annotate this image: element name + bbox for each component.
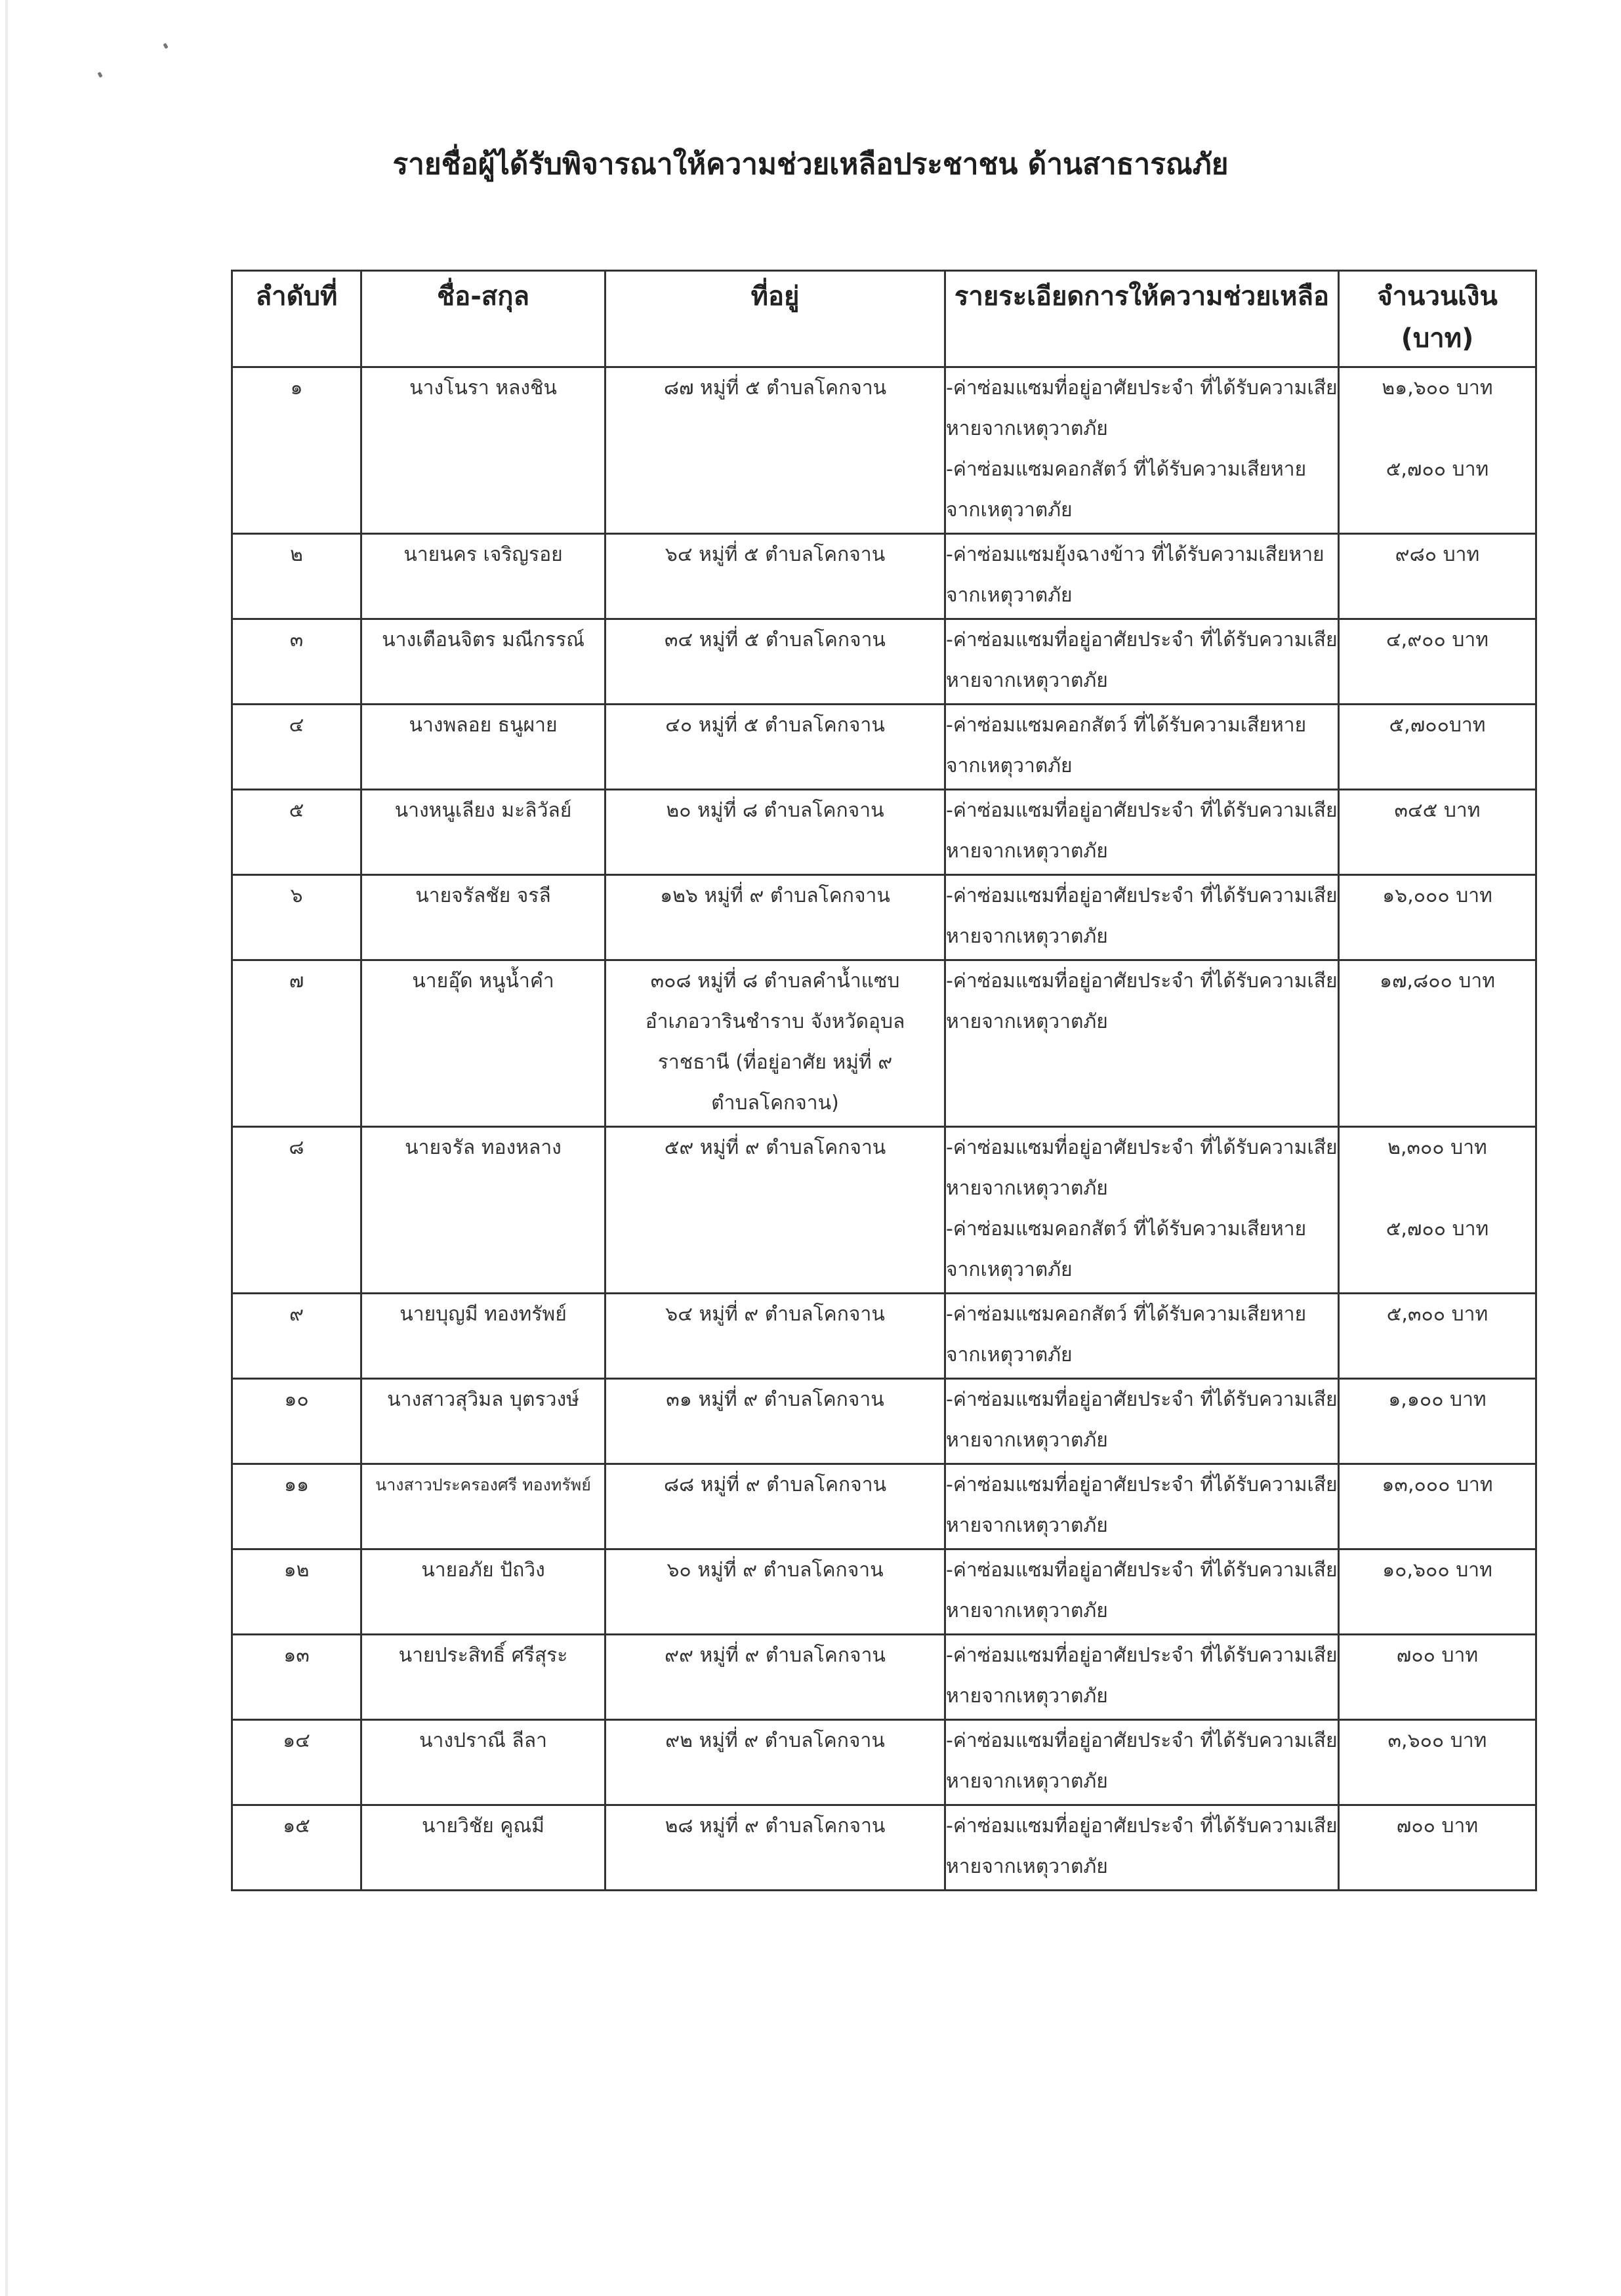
amount-value: ๑๐,๖๐๐ บาท (1382, 1559, 1492, 1582)
scan-speck (163, 43, 168, 49)
row-number: ๔ (232, 705, 361, 790)
header-name: ชื่อ-สกุล (361, 271, 605, 367)
header-address: ที่อยู่ (605, 271, 945, 367)
recipient-name: นางสาวสุวิมล บุตรวงษ์ (361, 1379, 605, 1464)
detail-item: -ค่าซ่อมแซมที่อยู่อาศัยประจำ ที่ได้รับความเสียหายจากเหตุวาตภัย (946, 1473, 1338, 1537)
table-row (232, 1294, 1536, 1379)
detail-item: -ค่าซ่อมแซมที่อยู่อาศัยประจำ ที่ได้รับความเสียหายจากเหตุวาตภัย (946, 884, 1338, 948)
detail-item: -ค่าซ่อมแซมคอกสัตว์ ที่ได้รับความเสียหายจากเหตุวาตภัย (946, 1218, 1307, 1281)
assistance-detail (945, 1720, 1339, 1805)
header-amount (1339, 271, 1536, 367)
table-row (232, 1720, 1536, 1805)
assistance-detail (945, 534, 1339, 619)
detail-item: -ค่าซ่อมแซมที่อยู่อาศัยประจำ ที่ได้รับความเสียหายจากเหตุวาตภัย (946, 1559, 1338, 1622)
address-line: ๒๐ หมู่ที่ ๘ ตำบลโคกจาน (666, 799, 884, 822)
address-line: ๓๐๘ หมู่ที่ ๘ ตำบลคำน้ำแซบ (650, 970, 900, 993)
table-body (232, 367, 1536, 1891)
row-number: ๑๕ (232, 1805, 361, 1891)
recipient-address (605, 1635, 945, 1720)
table-row (232, 367, 1536, 534)
row-number: ๙ (232, 1294, 361, 1379)
address-line: อำเภอวารินชำราบ จังหวัดอุบล (645, 1010, 905, 1033)
recipient-address (605, 1379, 945, 1464)
recipient-name: นางพลอย ธนูผาย (361, 705, 605, 790)
assistance-amount (1339, 1720, 1536, 1805)
detail-item: -ค่าซ่อมแซมที่อยู่อาศัยประจำ ที่ได้รับความเสียหายจากเหตุวาตภัย (946, 1136, 1338, 1200)
assistance-amount (1339, 960, 1536, 1127)
row-number: ๖ (232, 875, 361, 960)
address-line: ๙๒ หมู่ที่ ๙ ตำบลโคกจาน (665, 1729, 885, 1752)
address-line: ๔๐ หมู่ที่ ๕ ตำบลโคกจาน (665, 714, 885, 737)
address-line: ๘๘ หมู่ที่ ๙ ตำบลโคกจาน (663, 1473, 887, 1496)
table-row (232, 1549, 1536, 1635)
table-row (232, 875, 1536, 960)
assistance-detail (945, 367, 1339, 534)
assistance-amount (1339, 790, 1536, 875)
row-number: ๓ (232, 619, 361, 705)
recipient-name: นางปราณี ลีลา (361, 1720, 605, 1805)
row-number: ๑๔ (232, 1720, 361, 1805)
recipient-address (605, 1549, 945, 1635)
row-number: ๘ (232, 1127, 361, 1294)
amount-value: ๒๑,๖๐๐ บาท (1382, 377, 1493, 400)
address-line: ตำบลโคกจาน) (711, 1092, 839, 1115)
address-line: ราชธานี (ที่อยู่อาศัย หมู่ที่ ๙ (657, 1051, 893, 1074)
amount-value: ๑๗,๘๐๐ บาท (1379, 970, 1496, 993)
scan-edge (5, 0, 8, 2296)
table-row (232, 705, 1536, 790)
row-number: ๗ (232, 960, 361, 1127)
address-line: ๒๘ หมู่ที่ ๙ ตำบลโคกจาน (665, 1814, 886, 1837)
recipient-address (605, 705, 945, 790)
amount-value: ๔,๙๐๐ บาท (1385, 628, 1489, 651)
address-line: ๕๙ หมู่ที่ ๙ ตำบลโคกจาน (664, 1136, 886, 1159)
recipient-address (605, 619, 945, 705)
amount-value: ๓๔๕ บาท (1394, 799, 1481, 822)
address-line: ๖๐ หมู่ที่ ๙ ตำบลโคกจาน (667, 1559, 884, 1582)
amount-value: ๕,๗๐๐ บาท (1385, 458, 1489, 481)
recipient-address (605, 1294, 945, 1379)
detail-item: -ค่าซ่อมแซมคอกสัตว์ ที่ได้รับความเสียหายจากเหตุวาตภัย (946, 714, 1307, 777)
assistance-detail (945, 790, 1339, 875)
recipient-address (605, 960, 945, 1127)
detail-item: -ค่าซ่อมแซมที่อยู่อาศัยประจำ ที่ได้รับความเสียหายจากเหตุวาตภัย (946, 1814, 1338, 1878)
address-line: ๓๔ หมู่ที่ ๕ ตำบลโคกจาน (665, 628, 886, 651)
detail-item: -ค่าซ่อมแซมที่อยู่อาศัยประจำ ที่ได้รับความเสียหายจากเหตุวาตภัย (946, 970, 1338, 1033)
address-line: ๓๑ หมู่ที่ ๙ ตำบลโคกจาน (666, 1388, 884, 1411)
assistance-detail (945, 1379, 1339, 1464)
amount-value: ๕,๗๐๐บาท (1389, 714, 1486, 737)
recipient-name: นายประสิทธิ์ ศรีสุระ (361, 1635, 605, 1720)
amount-value: ๑,๑๐๐ บาท (1388, 1388, 1487, 1411)
row-number: ๑๒ (232, 1549, 361, 1635)
recipient-name: นางหนูเลียง มะลิวัลย์ (361, 790, 605, 875)
row-number: ๑๓ (232, 1635, 361, 1720)
amount-value: ๑๖,๐๐๐ บาท (1382, 884, 1492, 907)
recipient-name: นางเตือนจิตร มณีกรรณ์ (361, 619, 605, 705)
detail-item: -ค่าซ่อมแซมที่อยู่อาศัยประจำ ที่ได้รับความเสียหายจากเหตุวาตภัย (946, 377, 1338, 440)
table-header-row (232, 271, 1536, 367)
table-row (232, 1464, 1536, 1549)
assistance-detail (945, 875, 1339, 960)
scan-speck (97, 72, 102, 77)
table-row (232, 1635, 1536, 1720)
recipient-address (605, 367, 945, 534)
amount-value: ๑๓,๐๐๐ บาท (1382, 1473, 1493, 1496)
assistance-detail (945, 1464, 1339, 1549)
recipient-name: นายจรัลชัย จรลี (361, 875, 605, 960)
row-number: ๑๑ (232, 1464, 361, 1549)
assistance-detail (945, 1635, 1339, 1720)
address-line: ๖๔ หมู่ที่ ๙ ตำบลโคกจาน (665, 1303, 885, 1326)
assistance-detail (945, 1294, 1339, 1379)
assistance-amount (1339, 1464, 1536, 1549)
row-number: ๕ (232, 790, 361, 875)
table-row (232, 1805, 1536, 1891)
header-amount-line1: จำนวนเงิน (1377, 281, 1498, 312)
table-row (232, 960, 1536, 1127)
assistance-detail (945, 1127, 1339, 1294)
assistance-detail (945, 705, 1339, 790)
detail-item: -ค่าซ่อมแซมคอกสัตว์ ที่ได้รับความเสียหายจากเหตุวาตภัย (946, 458, 1307, 522)
assistance-detail (945, 1549, 1339, 1635)
detail-item: -ค่าซ่อมแซมที่อยู่อาศัยประจำ ที่ได้รับความเสียหายจากเหตุวาตภัย (946, 1644, 1338, 1708)
assistance-detail (945, 960, 1339, 1127)
assistance-amount (1339, 534, 1536, 619)
recipient-name: นายอภัย ปัถวิง (361, 1549, 605, 1635)
amount-value: ๒,๓๐๐ บาท (1387, 1136, 1487, 1159)
assistance-amount (1339, 1635, 1536, 1720)
detail-item: -ค่าซ่อมแซมที่อยู่อาศัยประจำ ที่ได้รับความเสียหายจากเหตุวาตภัย (946, 628, 1338, 692)
recipient-name: นายอุ๊ด หนูน้ำคำ (361, 960, 605, 1127)
row-number: ๒ (232, 534, 361, 619)
detail-item: -ค่าซ่อมแซมที่อยู่อาศัยประจำ ที่ได้รับความเสียหายจากเหตุวาตภัย (946, 1388, 1338, 1452)
assistance-amount (1339, 1127, 1536, 1294)
amount-value: ๙๘๐ บาท (1395, 543, 1480, 566)
assistance-detail (945, 1805, 1339, 1891)
amount-value: ๗๐๐ บาท (1396, 1644, 1479, 1667)
address-line: ๙๙ หมู่ที่ ๙ ตำบลโคกจาน (665, 1644, 886, 1667)
table-row (232, 619, 1536, 705)
table-row (232, 534, 1536, 619)
address-line: ๖๔ หมู่ที่ ๕ ตำบลโคกจาน (665, 543, 886, 566)
assistance-amount (1339, 1379, 1536, 1464)
header-no: ลำดับที่ (232, 271, 361, 367)
assistance-detail (945, 619, 1339, 705)
recipient-name: นายจรัล ทองหลาง (361, 1127, 605, 1294)
recipient-name: นางสาวประครองศรี ทองทรัพย์ (361, 1464, 605, 1549)
assistance-amount (1339, 1294, 1536, 1379)
amount-value: ๕,๗๐๐ บาท (1385, 1218, 1489, 1240)
table-row (232, 1127, 1536, 1294)
recipient-name: นายนคร เจริญรอย (361, 534, 605, 619)
amount-value: ๕,๓๐๐ บาท (1386, 1303, 1488, 1326)
row-number: ๑๐ (232, 1379, 361, 1464)
assistance-amount (1339, 1549, 1536, 1635)
header-amount-line2: (บาท) (1401, 323, 1474, 354)
recipient-address (605, 1127, 945, 1294)
assistance-amount (1339, 619, 1536, 705)
table-row (232, 790, 1536, 875)
address-line: ๘๗ หมู่ที่ ๕ ตำบลโคกจาน (663, 377, 887, 400)
assistance-amount (1339, 705, 1536, 790)
address-line: ๑๒๖ หมู่ที่ ๙ ตำบลโคกจาน (660, 884, 890, 907)
assistance-amount (1339, 1805, 1536, 1891)
recipient-address (605, 790, 945, 875)
detail-item: -ค่าซ่อมแซมที่อยู่อาศัยประจำ ที่ได้รับความเสียหายจากเหตุวาตภัย (946, 1729, 1338, 1793)
detail-item: -ค่าซ่อมแซมยุ้งฉางข้าว ที่ได้รับความเสียหายจากเหตุวาตภัย (946, 543, 1324, 607)
amount-value: ๓,๖๐๐ บาท (1387, 1729, 1487, 1752)
recipient-address (605, 1464, 945, 1549)
row-number: ๑ (232, 367, 361, 534)
assistance-table (231, 270, 1537, 1891)
recipient-name: นายบุญมี ทองทรัพย์ (361, 1294, 605, 1379)
page-title: รายชื่อผู้ได้รับพิจารณาให้ความช่วยเหลือประชาชน ด้านสาธารณภัย (392, 148, 1229, 181)
recipient-address (605, 1720, 945, 1805)
assistance-amount (1339, 367, 1536, 534)
detail-item: -ค่าซ่อมแซมคอกสัตว์ ที่ได้รับความเสียหายจากเหตุวาตภัย (946, 1303, 1307, 1366)
recipient-address (605, 875, 945, 960)
recipient-address (605, 534, 945, 619)
recipient-name: นายวิชัย คูณมี (361, 1805, 605, 1891)
header-detail: รายระเอียดการให้ความช่วยเหลือ (945, 271, 1339, 367)
recipient-name: นางโนรา หลงชิน (361, 367, 605, 534)
recipient-address (605, 1805, 945, 1891)
amount-value: ๗๐๐ บาท (1396, 1814, 1479, 1837)
table-row (232, 1379, 1536, 1464)
assistance-amount (1339, 875, 1536, 960)
detail-item: -ค่าซ่อมแซมที่อยู่อาศัยประจำ ที่ได้รับความเสียหายจากเหตุวาตภัย (946, 799, 1338, 863)
